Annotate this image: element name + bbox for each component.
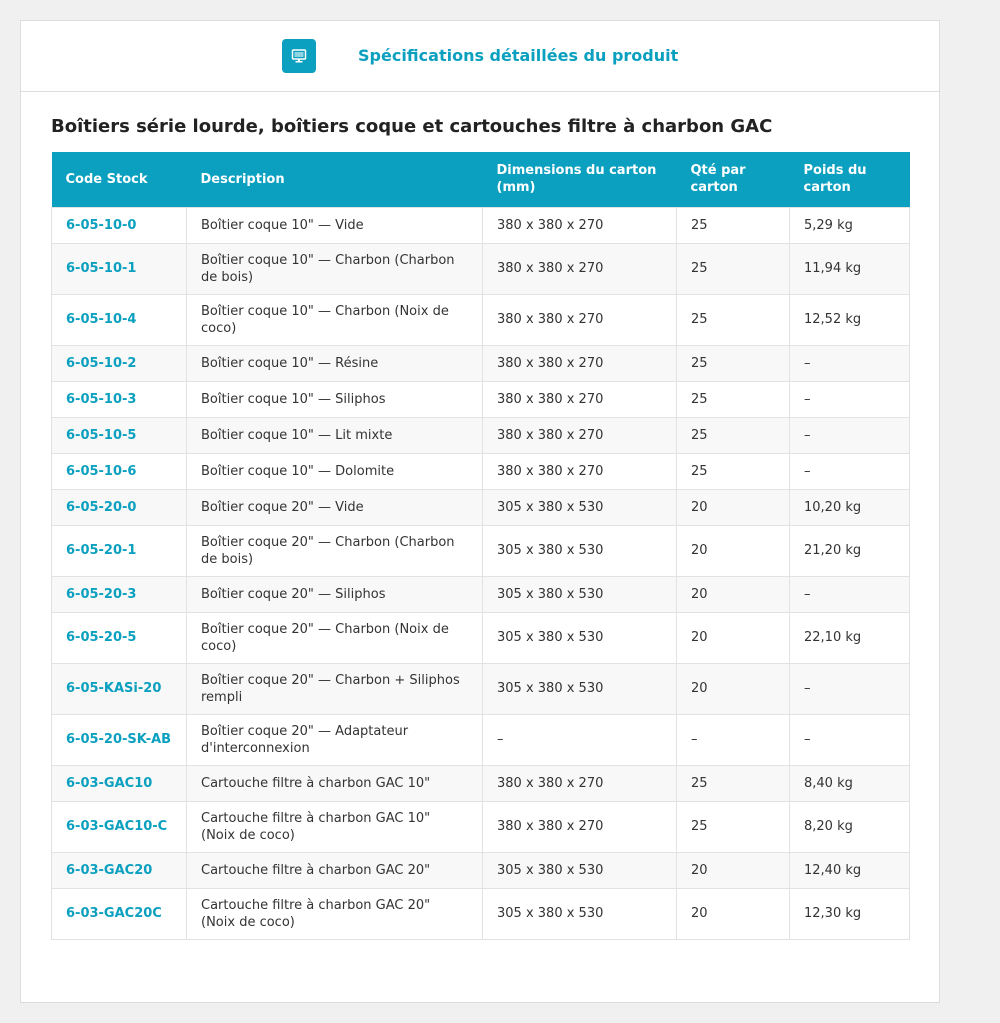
carton-weight-cell: – [790,345,910,381]
stock-code-cell: 6-05-20-1 [52,525,187,576]
table-row [52,612,910,663]
stock-code-cell: 6-05-20-5 [52,612,187,663]
stock-code-cell: 6-05-KASi-20 [52,663,187,714]
table-row [52,453,910,489]
stock-code-cell: 6-05-10-4 [52,294,187,345]
table-header-row [52,152,910,207]
stock-code-cell: 6-05-10-6 [52,453,187,489]
description-cell: Boîtier coque 20" — Charbon (Noix de coco) [187,612,483,663]
carton-quantity-cell: 20 [677,888,790,939]
table-row [52,345,910,381]
description-cell: Boîtier coque 10" — Résine [187,345,483,381]
table-row [52,417,910,453]
table-row [52,243,910,294]
stock-code-cell: 6-05-10-5 [52,417,187,453]
stock-code-cell: 6-05-10-2 [52,345,187,381]
description-cell: Boîtier coque 10" — Lit mixte [187,417,483,453]
table-row [52,489,910,525]
description-cell: Cartouche filtre à charbon GAC 20" (Noix de coco) [187,888,483,939]
carton-weight-cell: 21,20 kg [790,525,910,576]
carton-dimensions-cell: 380 x 380 x 270 [483,381,677,417]
description-cell: Boîtier coque 10" — Charbon (Noix de coco) [187,294,483,345]
table-row [52,663,910,714]
column-header-weight: Poids du carton [790,152,910,207]
stock-code-cell: 6-03-GAC20C [52,888,187,939]
carton-dimensions-cell: 380 x 380 x 270 [483,294,677,345]
table-row [52,207,910,243]
carton-dimensions-cell: 380 x 380 x 270 [483,207,677,243]
carton-weight-cell: 12,40 kg [790,852,910,888]
carton-dimensions-cell: 380 x 380 x 270 [483,453,677,489]
stock-code-cell: 6-03-GAC10-C [52,801,187,852]
spec-card [20,20,940,1003]
carton-quantity-cell: 25 [677,765,790,801]
carton-quantity-cell: 25 [677,243,790,294]
carton-dimensions-cell: 380 x 380 x 270 [483,417,677,453]
description-cell: Boîtier coque 10" — Vide [187,207,483,243]
carton-dimensions-cell: 305 x 380 x 530 [483,612,677,663]
carton-weight-cell: 8,20 kg [790,801,910,852]
carton-weight-cell: 22,10 kg [790,612,910,663]
carton-quantity-cell: 25 [677,345,790,381]
description-cell: Cartouche filtre à charbon GAC 20" [187,852,483,888]
description-cell: Cartouche filtre à charbon GAC 10" [187,765,483,801]
carton-weight-cell: 11,94 kg [790,243,910,294]
carton-quantity-cell: 20 [677,612,790,663]
description-cell: Cartouche filtre à charbon GAC 10" (Noix de coco) [187,801,483,852]
carton-dimensions-cell: 305 x 380 x 530 [483,489,677,525]
table-row [52,714,910,765]
table-row [52,525,910,576]
carton-dimensions-cell: 305 x 380 x 530 [483,576,677,612]
description-cell: Boîtier coque 10" — Charbon (Charbon de bois) [187,243,483,294]
carton-weight-cell: – [790,417,910,453]
table-row [52,294,910,345]
carton-quantity-cell: 25 [677,453,790,489]
carton-quantity-cell: 25 [677,801,790,852]
card-header [21,21,939,92]
table-row [52,801,910,852]
table-row [52,381,910,417]
carton-weight-cell: 12,30 kg [790,888,910,939]
carton-weight-cell: – [790,576,910,612]
monitor-icon [282,39,316,73]
carton-quantity-cell: – [677,714,790,765]
carton-quantity-cell: 25 [677,207,790,243]
stock-code-cell: 6-05-10-0 [52,207,187,243]
carton-weight-cell: 5,29 kg [790,207,910,243]
carton-quantity-cell: 25 [677,417,790,453]
column-header-dimensions: Dimensions du carton (mm) [483,152,677,207]
carton-quantity-cell: 20 [677,489,790,525]
description-cell: Boîtier coque 20" — Siliphos [187,576,483,612]
table-body [52,207,910,939]
description-cell: Boîtier coque 20" — Charbon + Siliphos rempli [187,663,483,714]
carton-dimensions-cell: 380 x 380 x 270 [483,345,677,381]
carton-dimensions-cell: 380 x 380 x 270 [483,765,677,801]
table-row [52,765,910,801]
stock-code-cell: 6-05-10-1 [52,243,187,294]
carton-quantity-cell: 20 [677,525,790,576]
carton-weight-cell: – [790,663,910,714]
stock-code-cell: 6-05-20-3 [52,576,187,612]
carton-weight-cell: – [790,714,910,765]
carton-weight-cell: 10,20 kg [790,489,910,525]
section-title: Boîtiers série lourde, boîtiers coque et cartouches filtre à charbon GAC [51,116,773,137]
carton-weight-cell: 8,40 kg [790,765,910,801]
stock-code-cell: 6-03-GAC10 [52,765,187,801]
stock-code-cell: 6-05-20-SK-AB [52,714,187,765]
carton-quantity-cell: 20 [677,576,790,612]
table-row [52,576,910,612]
carton-dimensions-cell: 305 x 380 x 530 [483,663,677,714]
table-row [52,852,910,888]
carton-dimensions-cell: 305 x 380 x 530 [483,852,677,888]
carton-quantity-cell: 25 [677,381,790,417]
carton-dimensions-cell: 305 x 380 x 530 [483,888,677,939]
column-header-description: Description [187,152,483,207]
table-row [52,888,910,939]
stock-code-cell: 6-05-20-0 [52,489,187,525]
carton-weight-cell: – [790,453,910,489]
description-cell: Boîtier coque 20" — Adaptateur d'interconnexion [187,714,483,765]
column-header-code: Code Stock [52,152,187,207]
carton-weight-cell: 12,52 kg [790,294,910,345]
carton-quantity-cell: 20 [677,852,790,888]
carton-dimensions-cell: 380 x 380 x 270 [483,243,677,294]
carton-weight-cell: – [790,381,910,417]
stock-code-cell: 6-05-10-3 [52,381,187,417]
carton-quantity-cell: 20 [677,663,790,714]
description-cell: Boîtier coque 10" — Siliphos [187,381,483,417]
specs-table [51,152,910,940]
page-title: Spécifications détaillées du produit [358,46,679,65]
carton-dimensions-cell: 380 x 380 x 270 [483,801,677,852]
carton-dimensions-cell: 305 x 380 x 530 [483,525,677,576]
description-cell: Boîtier coque 20" — Vide [187,489,483,525]
description-cell: Boîtier coque 10" — Dolomite [187,453,483,489]
column-header-quantity: Qté par carton [677,152,790,207]
carton-quantity-cell: 25 [677,294,790,345]
carton-dimensions-cell: – [483,714,677,765]
description-cell: Boîtier coque 20" — Charbon (Charbon de bois) [187,525,483,576]
stock-code-cell: 6-03-GAC20 [52,852,187,888]
